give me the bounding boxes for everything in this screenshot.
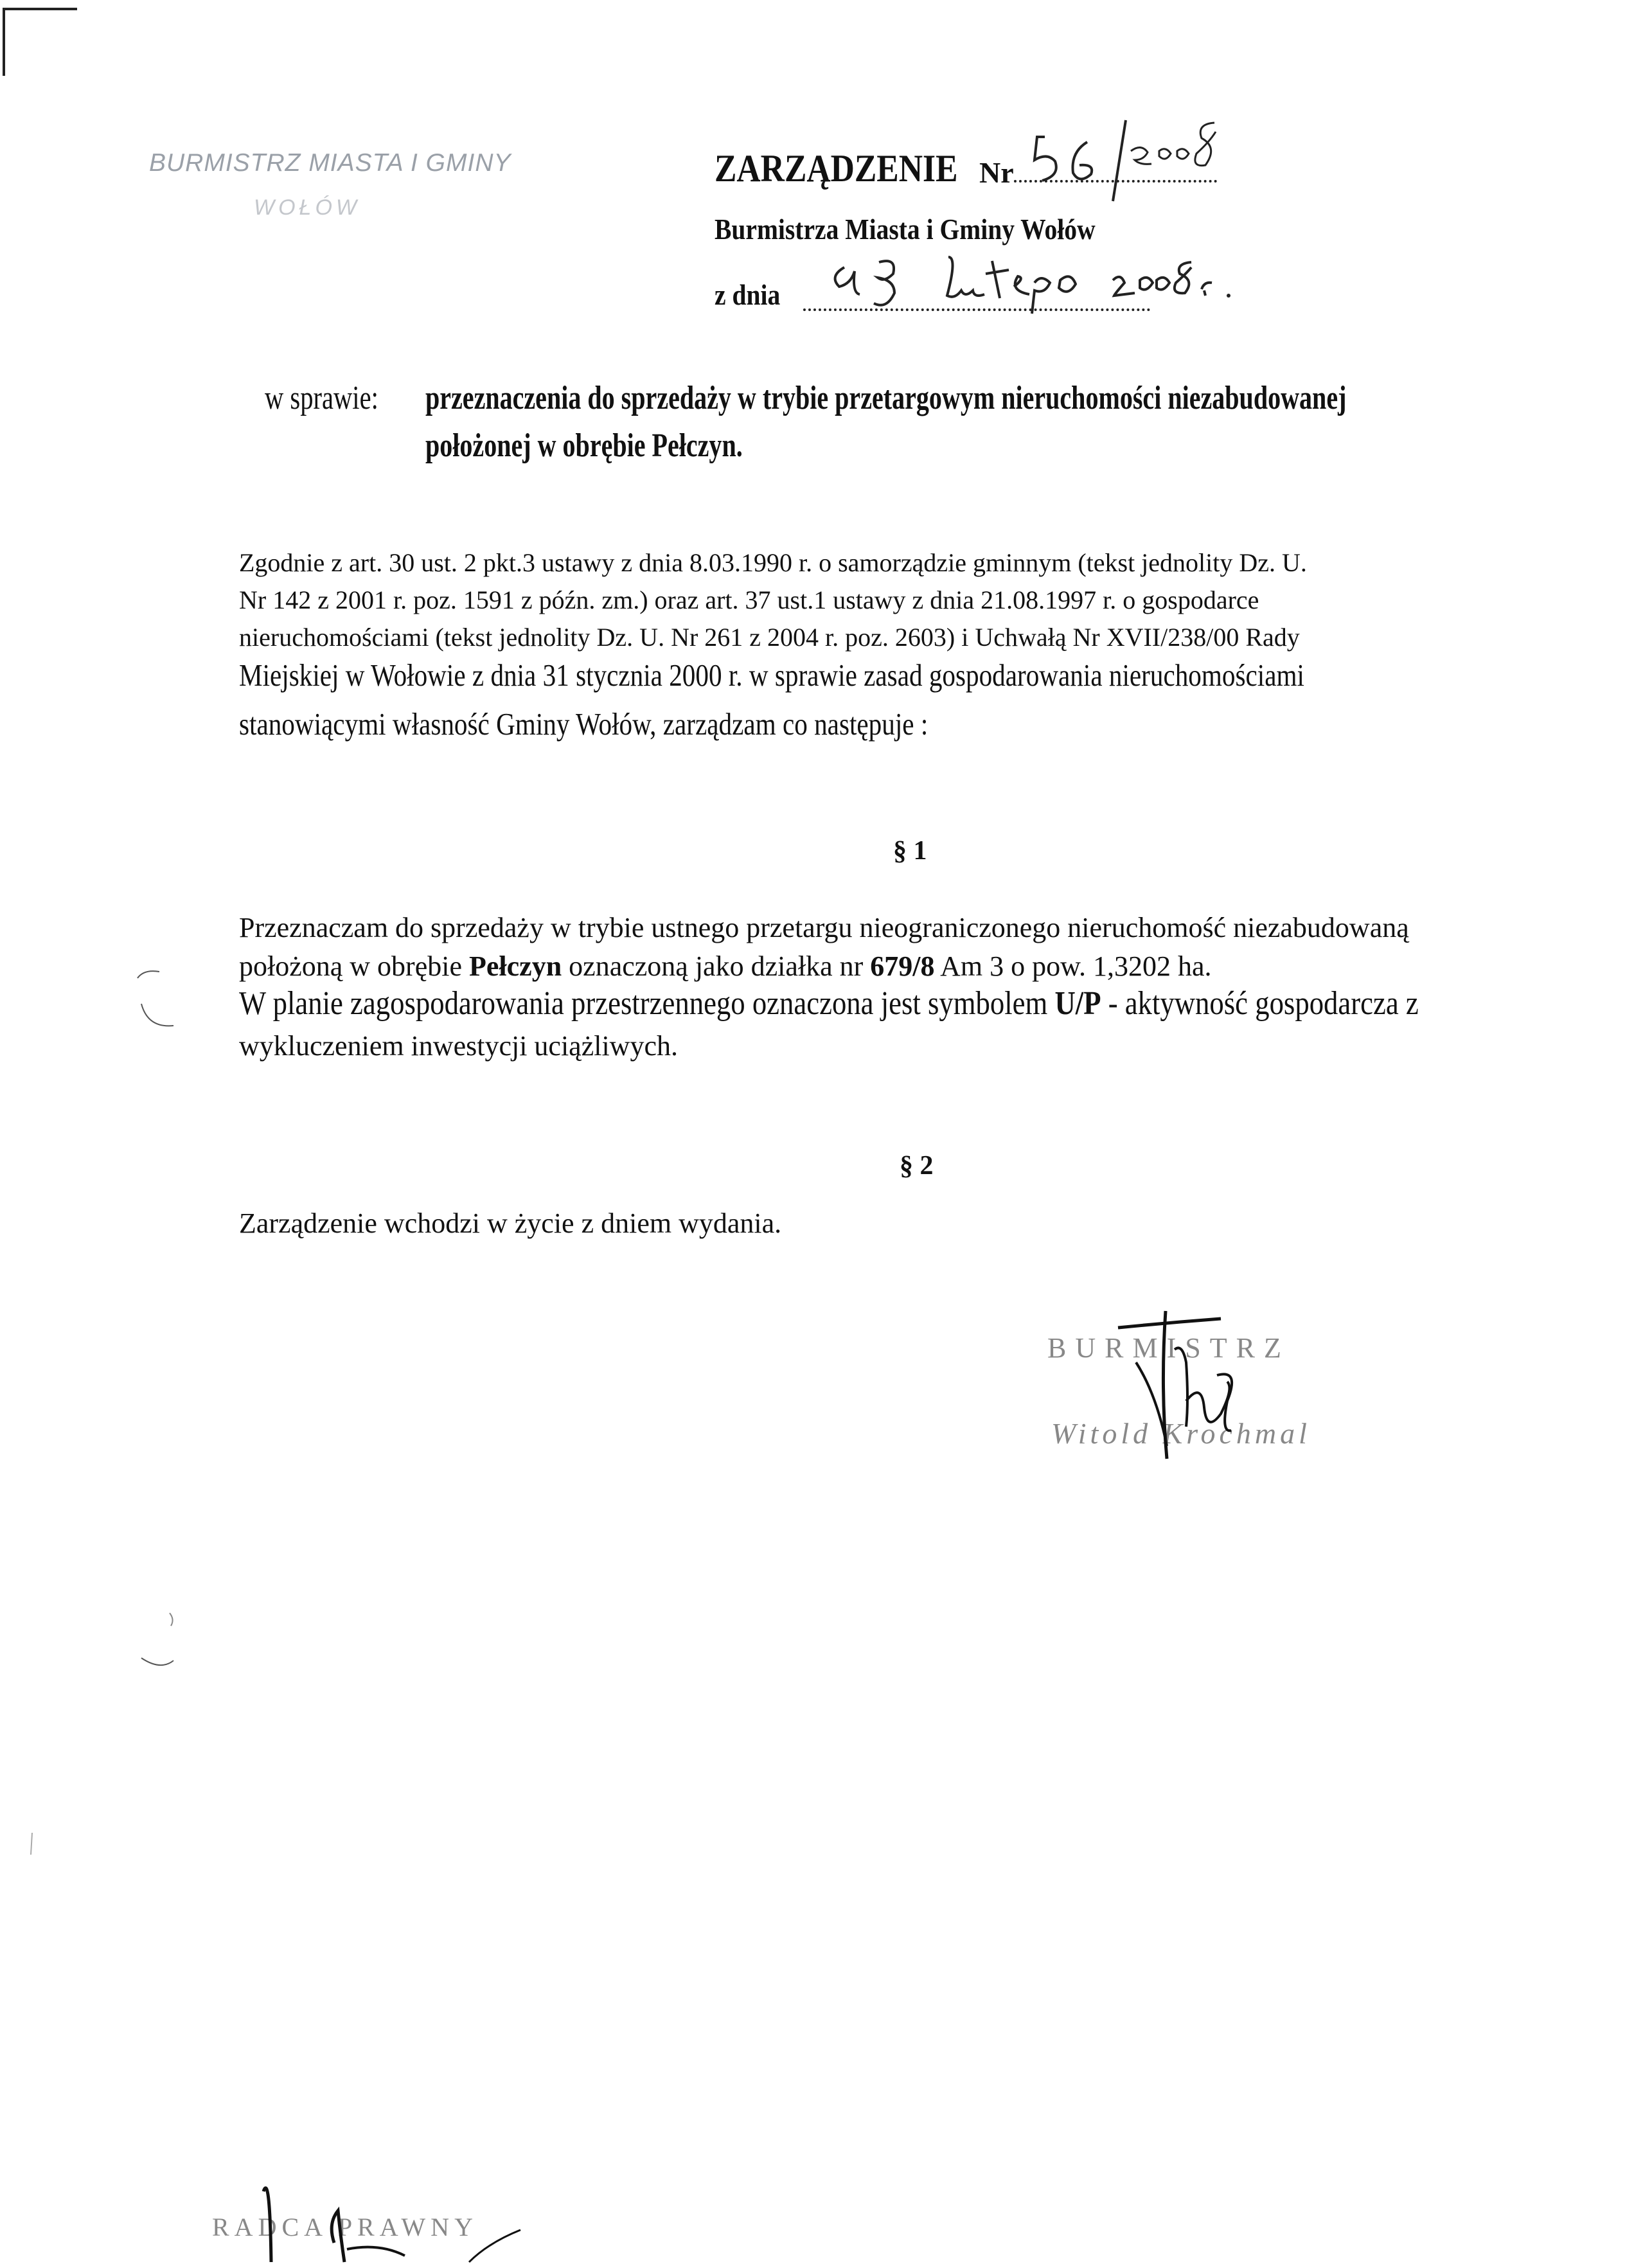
section-1-line-2-part-a: położoną w obrębie [239,950,469,982]
subject-line-2 [425,427,837,465]
nr-label-text: Nr [979,156,1014,189]
section-1-heading-text: § 1 [893,836,927,866]
subject-label [265,379,411,417]
legal-advisor-stamp-text: RADCA PRAWNY [212,2213,478,2242]
section-1-line-3 [239,985,1611,1022]
office-stamp-line1: BURMISTRZ MIASTA I GMINY [149,149,511,177]
preamble-line-4 [239,657,1507,693]
title-text: ZARZĄDZENIE [715,147,958,190]
subject-line-1-text: przeznaczenia do sprzedaży w trybie przetargowym nieruchomości niezabudowanej [425,380,1347,416]
subject-line-2-text: położonej w obrębie Pełczyn. [425,427,743,464]
document-title [715,147,997,191]
preamble-line-5-text: stanowiącymi własność Gminy Wołów, zarządzam co następuje : [239,706,928,742]
section-1-line-2-part-c: oznaczoną jako działka nr [562,950,871,982]
section-2-text-content: Zarządzenie wchodzi w życie z dniem wydania. [239,1208,782,1239]
preamble-line-1 [239,548,1307,578]
section-1-line-4 [239,1029,678,1062]
date-label-text: z dnia [715,278,781,311]
subject-label-text: w sprawie: [265,380,378,416]
section-1-line-1 [239,911,1409,944]
punch-hole-mark-2 [129,1607,186,1677]
handwritten-number [1028,106,1240,202]
section-2-heading-text: § 2 [900,1151,934,1181]
preamble-line-3-text: nieruchomościami (tekst jednolity Dz. U. Nr 261 z 2004 r. poz. 2603) i Uchwałą Nr XVII/238/00 Rady [239,623,1300,652]
preamble-line-1-text: Zgodnie z art. 30 ust. 2 pkt.3 ustawy z dnia 8.03.1990 r. o samorządzie gminnym (tekst jednolity Dz. U. [239,548,1307,577]
mayor-stamp-title-text: BURMISTRZ [1047,1332,1290,1364]
office-stamp-city [254,195,360,220]
section-1-plot-number: 679/8 [870,950,935,982]
section-1-heading [893,835,927,866]
mayor-stamp-name-text: Witold Krochmal [1051,1417,1311,1450]
section-2-text [239,1207,781,1240]
scan-speck [26,1832,39,1857]
legal-advisor-signature [238,2166,533,2264]
issuer-text: Burmistrza Miasta i Gminy Wołów [715,213,1096,245]
section-1-line-2-part-e: Am 3 o pow. 1,3202 ha. [934,950,1212,982]
punch-hole-mark-1 [122,964,180,1047]
section-1-line-2 [239,950,1212,983]
section-1-line-4-text: wykluczeniem inwestycji uciążliwych. [239,1030,678,1062]
section-2-heading [900,1150,934,1181]
section-1-line-3-part-a: W planie zagospodarowania przestrzennego oznaczona jest symbolem [239,985,1055,1022]
preamble-line-2-text: Nr 142 z 2001 r. poz. 1591 z późn. zm.) oraz art. 37 ust.1 ustawy z dnia 21.08.1997 r. o gospodarce [239,585,1259,614]
date-label [715,278,791,312]
section-1-line-3-part-c: - aktywność gospodarcza z [1101,985,1419,1022]
scan-border [0,0,84,77]
office-stamp [149,149,511,177]
preamble-line-3 [239,622,1300,652]
section-1-line-1-text: Przeznaczam do sprzedaży w trybie ustnego przetargu nieograniczonego nieruchomość niezabudowaną [239,912,1409,943]
handwritten-date [816,231,1240,328]
preamble-line-2 [239,585,1259,615]
section-1-place-name: Pełczyn [469,950,562,982]
preamble-line-5 [239,706,1060,742]
mayor-signature [1105,1305,1311,1484]
section-1-zoning-symbol: U/P [1054,985,1101,1022]
subject-line-1 [425,379,1622,417]
preamble-line-4-text: Miejskiej w Wołowie z dnia 31 stycznia 2000 r. w sprawie zasad gospodarowania nieruchomościami [239,657,1304,693]
office-stamp-line2: WOŁÓW [254,195,360,220]
